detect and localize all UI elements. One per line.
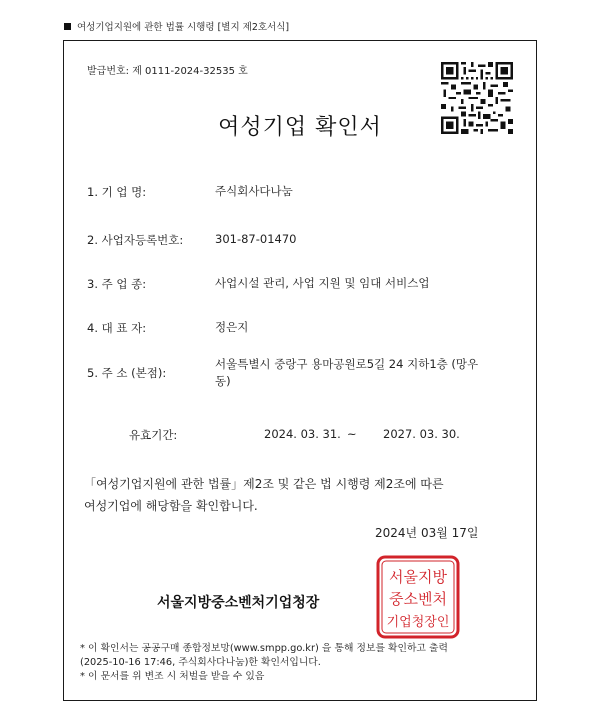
seal-line-2: 중소벤처: [389, 590, 447, 608]
seal-line-1: 서울지방: [389, 568, 447, 586]
statement-line-1: 「여성기업지원에 관한 법률」제2조 및 같은 법 시행령 제2조에 따른: [84, 477, 444, 491]
issue-date: 2024년 03월 17일: [375, 526, 479, 540]
confirmation-statement: [84, 473, 504, 517]
issue-number: 발급번호: 제 0111-2024-32535 호: [87, 66, 248, 77]
seal-line-3: 기업청장인: [386, 615, 450, 630]
validity-separator: ~: [347, 427, 357, 441]
footnotes: [80, 642, 520, 684]
field-label-main-industry: 3. 주 업 종:: [87, 277, 147, 291]
field-value-representative: 정은지: [215, 320, 249, 334]
field-label-representative: 4. 대 표 자:: [87, 321, 147, 335]
field-value-address: [215, 356, 478, 390]
address-line-2: 동): [215, 374, 231, 388]
statement-line-2: 여성기업에 해당함을 확인합니다.: [84, 499, 258, 513]
document-title: 여성기업 확인서: [218, 115, 382, 140]
validity-label: 유효기간:: [129, 428, 178, 442]
form-reference: 여성기업지원에 관한 법률 시행령 [별지 제2호서식]: [77, 22, 290, 33]
address-line-1: 서울특별시 중랑구 용마공원로5길 24 지하1층 (망우: [215, 357, 479, 371]
note-line-2: (2025-10-16 17:46, 주식회사다나눔)한 확인서입니다.: [80, 657, 321, 668]
validity-to: 2027. 03. 30.: [383, 427, 460, 441]
note-line-3: * 이 문서를 위 변조 시 처벌을 받을 수 있음: [80, 671, 265, 682]
field-label-company-name: 1. 기 업 명:: [87, 185, 147, 199]
official-seal-stamp: [374, 553, 462, 641]
form-header-label: [64, 19, 289, 33]
note-line-1: * 이 확인서는 공공구매 종합정보망(www.smpp.go.kr) 을 통해 정보를 확인하고 출력: [80, 643, 448, 654]
validity-from: 2024. 03. 31.: [264, 427, 341, 441]
field-value-main-industry: 사업시설 관리, 사업 지원 및 임대 서비스업: [215, 276, 430, 290]
field-value-business-reg-no: 301-87-01470: [215, 232, 297, 246]
field-value-company-name: 주식회사다나눔: [215, 184, 293, 198]
field-label-business-reg-no: 2. 사업자등록번호:: [87, 233, 184, 247]
field-label-address: 5. 주 소 (본점):: [87, 366, 167, 380]
square-bullet-icon: [64, 23, 71, 30]
issuing-authority: 서울지방중소벤처기업청장: [157, 595, 320, 611]
